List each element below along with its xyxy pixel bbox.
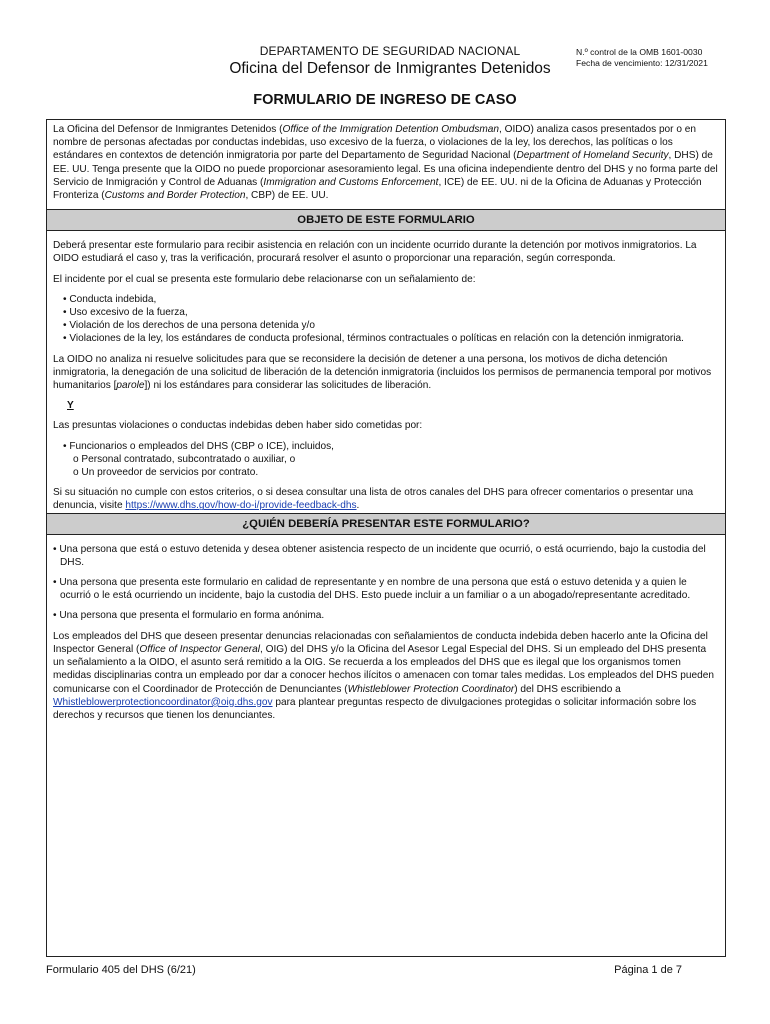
quien-section [47, 535, 725, 722]
omb-control-number: N.º control de la OMB 1601-0030 [576, 47, 703, 57]
list-item: o Un proveedor de servicios por contrato. [73, 467, 259, 479]
objeto-section [47, 231, 725, 512]
office-name: Oficina del Defensor de Inmigrantes Detenidos [229, 60, 551, 77]
form-title: FORMULARIO DE INGRESO DE CASO [253, 92, 517, 108]
list-item: • Funcionarios o empleados del DHS (CBP o ICE), incluidos, [63, 440, 334, 452]
objeto-paragraph-3: La OIDO no analiza ni resuelve solicitudes para que se reconsidere la decisión de detener a una persona, los motivos de dicha detención inmigratoria, la denegación de una solicitud de liberación de la detención inmigratoria (incluidos los permisos de permanencia temporal por motivos humanitarios [parole]) ni los estándares para considerar las solicitudes de liberación. [53, 353, 712, 392]
dhs-feedback-link[interactable]: https://www.dhs.gov/how-do-i/provide-feedback-dhs [125, 500, 357, 512]
quien-bullet-2: • Una persona que presenta este formulario en calidad de representante y en nombre de una persona que está o estuvo detenida y a quien le ocurrió o le está ocurriendo un incidente, bajo la custodia del DHS. Esto puede incluir a un familiar o a un abogado/representante acreditado. [53, 577, 691, 602]
intro-section [47, 120, 725, 202]
and-connector: Y [67, 400, 74, 412]
section-heading-objeto: OBJETO DE ESTE FORMULARIO [47, 209, 725, 231]
list-item: o Personal contratado, subcontratado o auxiliar, o [73, 453, 296, 465]
list-item: • Conducta indebida, [63, 293, 157, 305]
expiration-date: Fecha de vencimiento: 12/31/2021 [576, 58, 708, 68]
intro-paragraph: La Oficina del Defensor de Inmigrantes Detenidos (Office of the Immigration Detention Ombudsman, OIDO) analiza casos presentados por o en nombre de personas afectadas por conductas indebidas, uso excesivo de la fuerza, o violaciones de la ley, los derechos, las políticas o los estándares en contextos de detención inmigratoria por parte del Departamento de Seguridad Nacional (Department of Homeland Security, DHS) de EE. UU. Tenga presente que la OIDO no puede proporcionar asesoramiento legal. Es una oficina independiente dentro del DHS y no forma parte del Servicio de Inmigración y Control de Aduanas (Immigration and Customs Enforcement, ICE) de EE. UU. ni de la Oficina de Aduanas y Protección Fronteriza (Customs and Border Protection, CBP) de EE. UU. [53, 124, 718, 202]
quien-paragraph: Los empleados del DHS que deseen presentar denuncias relacionadas con señalamientos de conducta indebida deben hacerlo ante la Oficina del Inspector General (Office of Inspector General, OIG) del DHS y/o la Oficina del Asesor Legal Especial del DHS. Si un empleado del DHS presenta un señalamiento a la OIDO, el asunto será remitido a la OIG. Se recuerda a los empleados del DHS que es ilegal que los organismos tomen medidas disciplinarias contra un empleado por dar a conocer hechos ilícitos o amenacen con tomar tales medidas. Los empleados del DHS pueden comunicarse con el Coordinador de Protección de Denunciantes (Whistleblower Protection Coordinator) del DHS escribiendo a Whistleblowerprotectioncoordinator@oig.dhs.gov para plantear preguntas respecto de divulgaciones protegidas o solicitar información sobre los derechos y recursos que tienen los denunciantes. [53, 630, 714, 721]
quien-bullet-1: • Una persona que está o estuvo detenida y desea obtener asistencia respecto de un incidente que ocurrió, o está ocurriendo, bajo la custodia del DHS. [53, 543, 706, 568]
list-item: • Uso excesivo de la fuerza, [63, 307, 188, 319]
quien-bullet-3: • Una persona que presenta el formulario en forma anónima. [53, 610, 325, 622]
form-number: Formulario 405 del DHS (6/21) [46, 964, 196, 976]
form-content-box [46, 119, 726, 957]
page-number: Página 1 de 7 [614, 964, 682, 976]
section-heading-quien: ¿QUIÉN DEBERÍA PRESENTAR ESTE FORMULARIO? [47, 513, 725, 535]
objeto-paragraph-4: Las presuntas violaciones o conductas indebidas deben haber sido cometidas por: [53, 420, 423, 432]
objeto-paragraph-5: Si su situación no cumple con estos criterios, o si desea consultar una lista de otros canales del DHS para ofrecer comentarios o presentar una denuncia, visite https://www.dhs.gov/how-do-i/provide-feedback-dhs. [53, 487, 694, 512]
department-name: DEPARTAMENTO DE SEGURIDAD NACIONAL [259, 44, 521, 58]
incident-type-list [53, 293, 719, 346]
list-item: • Violaciones de la ley, los estándares de conducta profesional, términos contractuales o políticas en relación con la detención inmigratoria. [63, 333, 684, 345]
whistleblower-email-link[interactable]: Whistleblowerprotectioncoordinator@oig.dhs.gov [53, 696, 273, 708]
objeto-paragraph-2: El incidente por el cual se presenta este formulario debe relacionarse con un señalamiento de: [53, 273, 476, 285]
list-item: • Violación de los derechos de una persona detenida y/o [63, 320, 315, 332]
objeto-paragraph-1: Deberá presentar este formulario para recibir asistencia en relación con un incidente ocurrido durante la detención por motivos inmigratorios. La OIDO estudiará el caso y, tras la verificación, procurará resolver el asunto o proporcionar una reparación, según corresponda. [53, 240, 697, 265]
omb-info [576, 47, 708, 69]
perpetrator-list [53, 440, 719, 480]
